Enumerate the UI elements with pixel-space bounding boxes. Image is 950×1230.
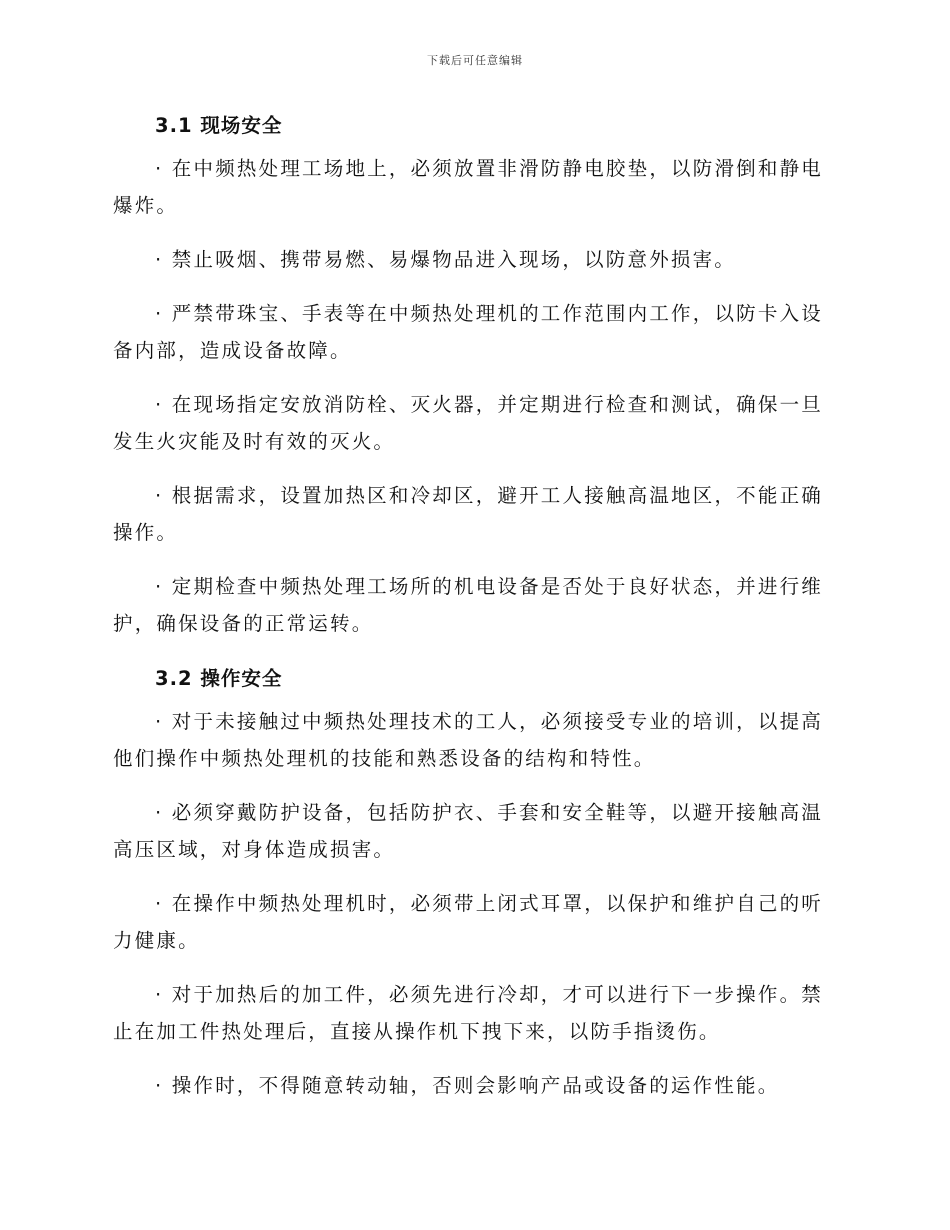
section-operation-safety [113,659,823,1104]
list-item: · 对于加热后的加工件，必须先进行冷却，才可以进行下一步操作。禁止在加工件热处理后，直接从操作机下拽下来，以防手指烫伤。 [113,983,823,1043]
section-site-safety [113,106,823,642]
section-heading: 3.1 现场安全 [155,114,283,137]
list-item: · 严禁带珠宝、手表等在中频热处理机的工作范围内工作，以防卡入设备内部，造成设备故障。 [113,302,823,362]
document-body [113,106,823,1121]
list-item: · 在现场指定安放消防栓、灭火器，并定期进行检查和测试，确保一旦发生火灾能及时有效的灭火。 [113,393,823,453]
list-item: · 定期检查中频热处理工场所的机电设备是否处于良好状态，并进行维护，确保设备的正常运转。 [113,575,823,635]
list-item: · 操作时，不得随意转动轴，否则会影响产品或设备的运作性能。 [155,1074,780,1097]
list-item: · 禁止吸烟、携带易燃、易爆物品进入现场，以防意外损害。 [155,248,736,271]
list-item: · 必须穿戴防护设备，包括防护衣、手套和安全鞋等，以避开接触高温高压区域，对身体造成损害。 [113,801,823,861]
list-item: · 对于未接触过中频热处理技术的工人，必须接受专业的培训，以提高他们操作中频热处理机的技能和熟悉设备的结构和特性。 [113,710,823,770]
section-heading: 3.2 操作安全 [155,667,283,690]
page-header-note: 下载后可任意编辑 [427,54,523,67]
list-item: · 根据需求，设置加热区和冷却区，避开工人接触高温地区，不能正确操作。 [113,484,823,544]
list-item: · 在中频热处理工场地上，必须放置非滑防静电胶垫，以防滑倒和静电爆炸。 [113,157,823,217]
list-item: · 在操作中频热处理机时，必须带上闭式耳罩，以保护和维护自己的听力健康。 [113,892,823,952]
